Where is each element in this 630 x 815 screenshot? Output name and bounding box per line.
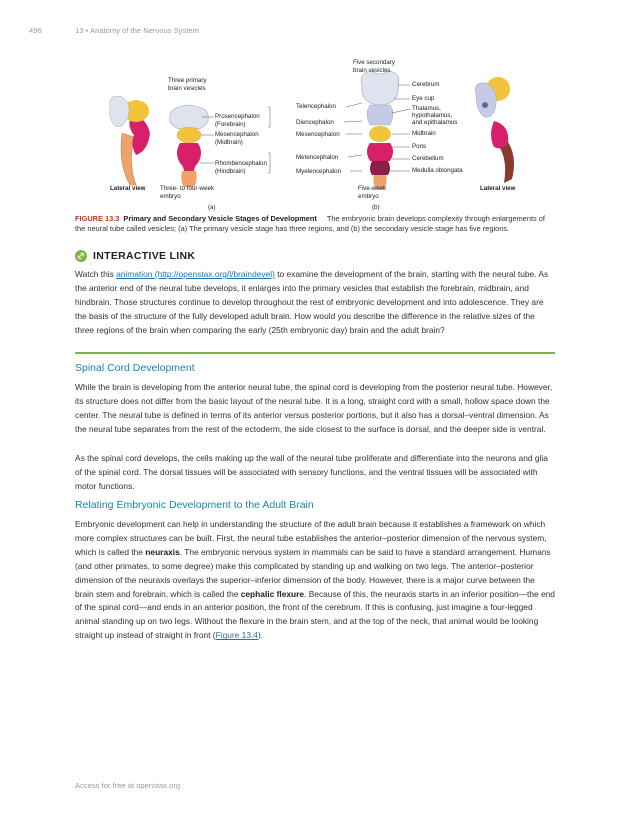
diencephalon-label: Diencephalon <box>296 119 334 126</box>
myelencephalon-label: Myelencephalon <box>296 168 342 175</box>
panel-a-label: (a) <box>208 204 216 211</box>
figure-caption <box>75 214 553 233</box>
medulla-label: Medulla oblongata <box>412 167 463 174</box>
animation-link[interactable]: animation (http://openstax.org/l/braindevel) <box>116 269 275 279</box>
cerebellum-label: Cerebellum <box>412 155 444 162</box>
pons-label: Pons <box>412 143 427 150</box>
figure-id: FIGURE 13.3 <box>75 214 120 223</box>
mesencephalon-a-label: Mesencephalon (Midbrain) <box>215 131 259 146</box>
telencephalon-label: Telencephalon <box>296 103 336 110</box>
rhombencephalon-label: Rhombencephalon (Hindbrain) <box>215 160 267 175</box>
embryo-a-label: Three- to four-week embryo <box>160 185 214 200</box>
page-footer: Access for free at openstax.org <box>75 781 181 790</box>
running-title: 13 • Anatomy of the Nervous System <box>75 26 199 35</box>
term-neuraxis: neuraxis <box>145 546 180 557</box>
embryo-b-label: Five-week embryo <box>358 185 387 200</box>
figure-13-4-link[interactable]: Figure 13.4 <box>215 630 258 641</box>
mesencephalon-b-label: Mesencephalon <box>296 131 340 138</box>
interactive-link-text: Watch this animation (http://openstax.org/l/braindevel) to examine the development of the brain, starting with the neural tube. As the anterior end of the neural tube develops, it enlarges into the primary vesicles that establish the forebrain, midbrain, and hindbrain. Those structures continue to develop throughout the rest of embryonic development and into adolescence. They are the basis of the structure of the fully developed adult brain. How would you describe the difference in the relative sizes of the three regions of the brain when comparing the early (25th embryonic day) brain and the adult brain? <box>75 269 549 335</box>
panel-b-label: (b) <box>372 204 380 211</box>
eye-cup-label: Eye cup <box>412 95 435 102</box>
secondary-vesicles <box>361 71 399 189</box>
vesicle-diagram <box>100 55 530 215</box>
midbrain-label: Midbrain <box>412 130 436 137</box>
paragraph-spinal-cord-2: As the spinal cord develops, the cells making up the wall of the neural tube proliferate and differentiate into the neurons and glia of the spinal cord. The dorsal tissues will be associated with sensory functions, and the ventral tissues will be associated with motor functions. <box>75 453 548 491</box>
lateral-view-label-right: Lateral view <box>480 185 516 192</box>
interactive-link-box <box>75 249 555 338</box>
thalamus-label: Thalamus, hypothalamus, and epithalamus <box>412 105 458 126</box>
primary-vesicles <box>170 105 209 187</box>
prosencephalon-label: Prosencephalon (Forebrain) <box>215 113 260 128</box>
five-secondary-label: Five secondary brain vesicles <box>353 59 395 74</box>
heading-spinal-cord-development: Spinal Cord Development <box>75 362 195 374</box>
three-primary-label: Three primary brain vesicles <box>168 77 207 92</box>
term-cephalic-flexure: cephalic flexure <box>240 588 305 599</box>
lateral-embryo-left <box>110 96 151 185</box>
figure-title: Primary and Secondary Vesicle Stages of Development <box>123 214 317 223</box>
figure-13-3 <box>100 55 530 215</box>
page-header <box>29 26 199 35</box>
page-number: 496 <box>29 26 42 35</box>
metencephalon-label: Metencephalon <box>296 154 339 161</box>
section-divider <box>75 352 555 354</box>
lateral-embryo-right <box>475 77 514 183</box>
caption-text: The embryonic brain develops complexity through enlargements of the neural tube called vesicles; (a) The primary vesicle stage has three regions, and (b) the secondary vesicle stage has five regions. <box>75 214 545 233</box>
paragraph-spinal-cord-1: While the brain is developing from the anterior neural tube, the spinal cord is developing from the posterior neural tube. However, its structure does not differ from the basic layout of the neural tube. It is a long, straight cord with a small, hollow space down the center. The neural tube is defined in terms of its anterior versus posterior portions, but it also has a dorsal–ventral dimension. As the neural tube separates from the rest of the ectoderm, the side closest to the surface is dorsal, and the deeper side is ventral. <box>75 382 553 434</box>
interactive-link-title: INTERACTIVE LINK <box>93 250 196 262</box>
lateral-view-label-left: Lateral view <box>110 185 146 192</box>
heading-relating-development: Relating Embryonic Development to the Adult Brain <box>75 499 314 511</box>
link-icon <box>75 250 87 262</box>
paragraph-relating-development: Embryonic development can help in understanding the structure of the adult brain because it establishes a framework on which more complex structures can be built. First, the neural tube establishes the anterior–posterior dimension of the nervous system, which is called the neuraxis. The embryonic nervous system in mammals can be said to have a standard arrangement. Humans (and other primates, to some degree) make this complicated by standing up and walking on two legs. The anterior–posterior dimension of the neuraxis overlays the superior–inferior dimension of the body. However, there is a major curve between the brain stem and forebrain, which is called the cephalic flexure. Because of this, the neuraxis starts in an inferior position—the end of the spinal cord—and ends in an anterior position, the front of the cerebrum. If this is confusing, just imagine a four-legged animal standing up on two legs. Without the flexure in the brain stem, and at the top of the neck, that animal would be looking straight up instead of straight in front (Figure 13.4). <box>75 519 555 641</box>
cerebrum-label: Cerebrum <box>412 81 440 88</box>
